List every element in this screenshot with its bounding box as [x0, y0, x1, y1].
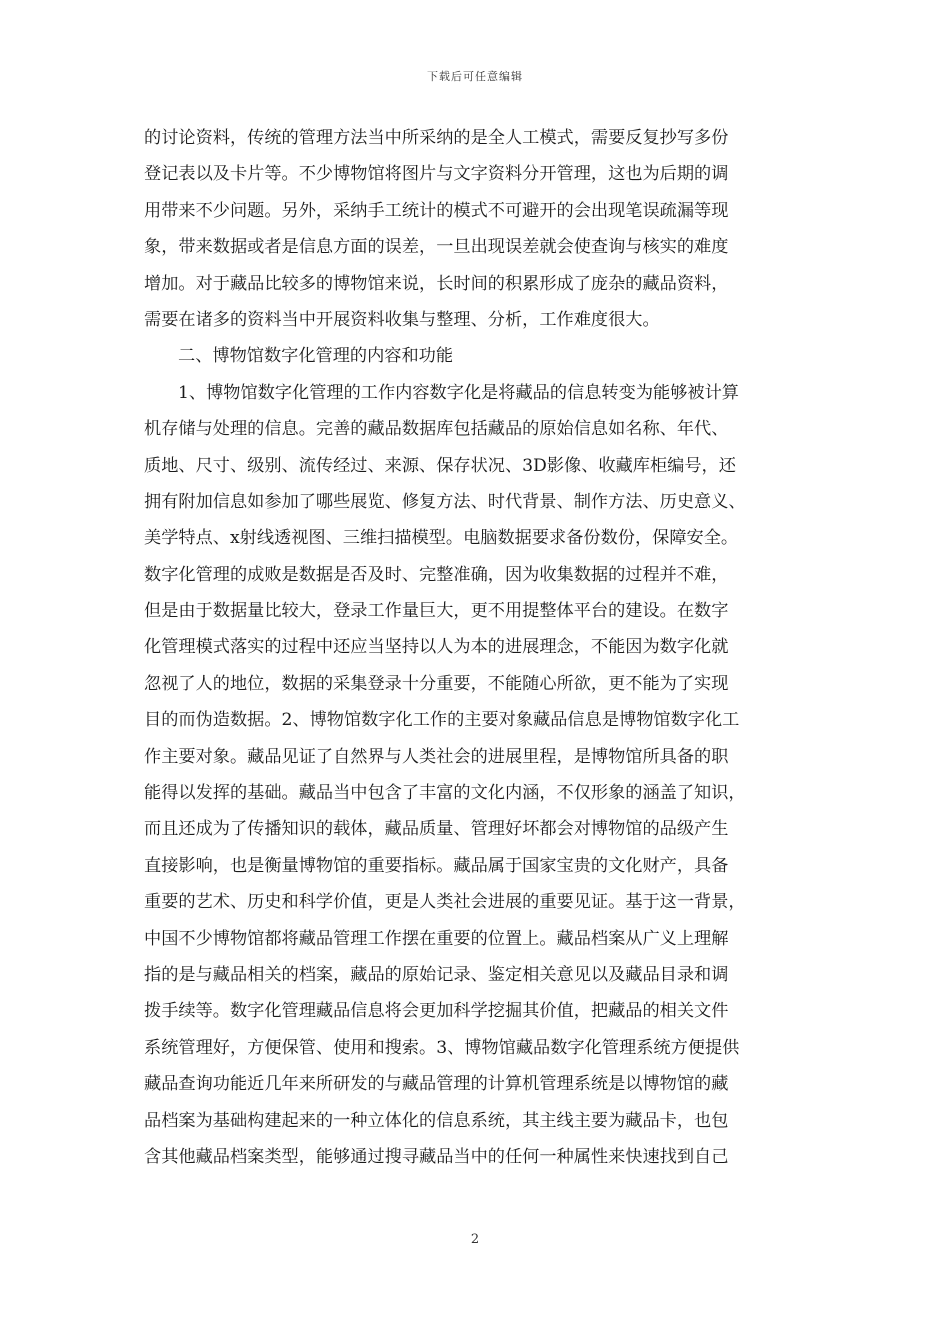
- text-line: 含其他藏品档案类型，能够通过搜寻藏品当中的任何一种属性来快速找到自己: [144, 1146, 729, 1167]
- text-line: 作主要对象。藏品见证了自然界与人类社会的进展里程，是博物馆所具备的职: [144, 746, 729, 767]
- paragraph-first-line: 1、博物馆数字化管理的工作内容数字化是将藏品的信息转变为能够被计算: [178, 382, 739, 403]
- text-line: 用带来不少问题。另外，采纳手工统计的模式不可避开的会出现笔误疏漏等现: [144, 200, 729, 221]
- text-line: 目的而伪造数据。2、博物馆数字化工作的主要对象藏品信息是博物馆数字化工: [144, 710, 740, 731]
- text-line: 重要的艺术、历史和科学价值，更是人类社会进展的重要见证。基于这一背景，: [144, 892, 746, 913]
- text-line: 忽视了人的地位，数据的采集登录十分重要，不能随心所欲，更不能为了实现: [144, 673, 729, 694]
- text-line: 能得以发挥的基础。藏品当中包含了丰富的文化内涵，不仅形象的涵盖了知识，: [144, 783, 746, 804]
- text-line: 直接影响，也是衡量博物馆的重要指标。藏品属于国家宝贵的文化财产，具备: [144, 855, 729, 876]
- text-line: 中国不少博物馆都将藏品管理工作摆在重要的位置上。藏品档案从广义上理解: [144, 928, 729, 949]
- text-line: 而且还成为了传播知识的载体，藏品质量、管理好坏都会对博物馆的品级产生: [144, 819, 729, 840]
- text-line: 系统管理好，方便保管、使用和搜索。3、博物馆藏品数字化管理系统方便提供: [144, 1037, 740, 1058]
- text-line: 增加。对于藏品比较多的博物馆来说，长时间的积累形成了庞杂的藏品资料，: [144, 273, 729, 294]
- page-header-note: 下载后可任意编辑: [427, 70, 523, 83]
- text-line: 美学特点、x射线透视图、三维扫描模型。电脑数据要求备份数份，保障安全。: [144, 528, 739, 549]
- text-line: 拥有附加信息如参加了哪些展览、修复方法、时代背景、制作方法、历史意义、: [144, 491, 746, 512]
- text-line: 拨手续等。数字化管理藏品信息将会更加科学挖掘其价值，把藏品的相关文件: [144, 1001, 729, 1022]
- text-line: 机存储与处理的信息。完善的藏品数据库包括藏品的原始信息如名称、年代、: [144, 419, 729, 440]
- text-line: 质地、尺寸、级别、流传经过、来源、保存状况、3D影像、收藏库柜编号，还: [144, 455, 736, 476]
- text-line: 但是由于数据量比较大，登录工作量巨大，更不用提整体平台的建设。在数字: [144, 601, 729, 622]
- text-line: 化管理模式落实的过程中还应当坚持以人为本的进展理念，不能因为数字化就: [144, 637, 729, 658]
- text-line: 品档案为基础构建起来的一种立体化的信息系统，其主线主要为藏品卡，也包: [144, 1110, 729, 1131]
- text-line: 的讨论资料，传统的管理方法当中所采纳的是全人工模式，需要反复抄写多份: [144, 128, 729, 148]
- page-number: 2: [470, 1232, 480, 1247]
- text-line: 象，带来数据或者是信息方面的误差，一旦出现误差就会使查询与核实的难度: [144, 237, 729, 258]
- text-line: 需要在诸多的资料当中开展资料收集与整理、分析，工作难度很大。: [144, 309, 660, 330]
- text-line: 指的是与藏品相关的档案，藏品的原始记录、鉴定相关意见以及藏品目录和调: [144, 964, 729, 985]
- document-body: [144, 120, 824, 1175]
- text-line: 数字化管理的成败是数据是否及时、完整准确，因为收集数据的过程并不难，: [144, 564, 729, 585]
- text-line: 藏品查询功能近几年来所研发的与藏品管理的计算机管理系统是以博物馆的藏: [144, 1074, 729, 1095]
- text-line: 登记表以及卡片等。不少博物馆将图片与文字资料分开管理，这也为后期的调: [144, 164, 729, 185]
- section-heading: 二、博物馆数字化管理的内容和功能: [178, 346, 454, 367]
